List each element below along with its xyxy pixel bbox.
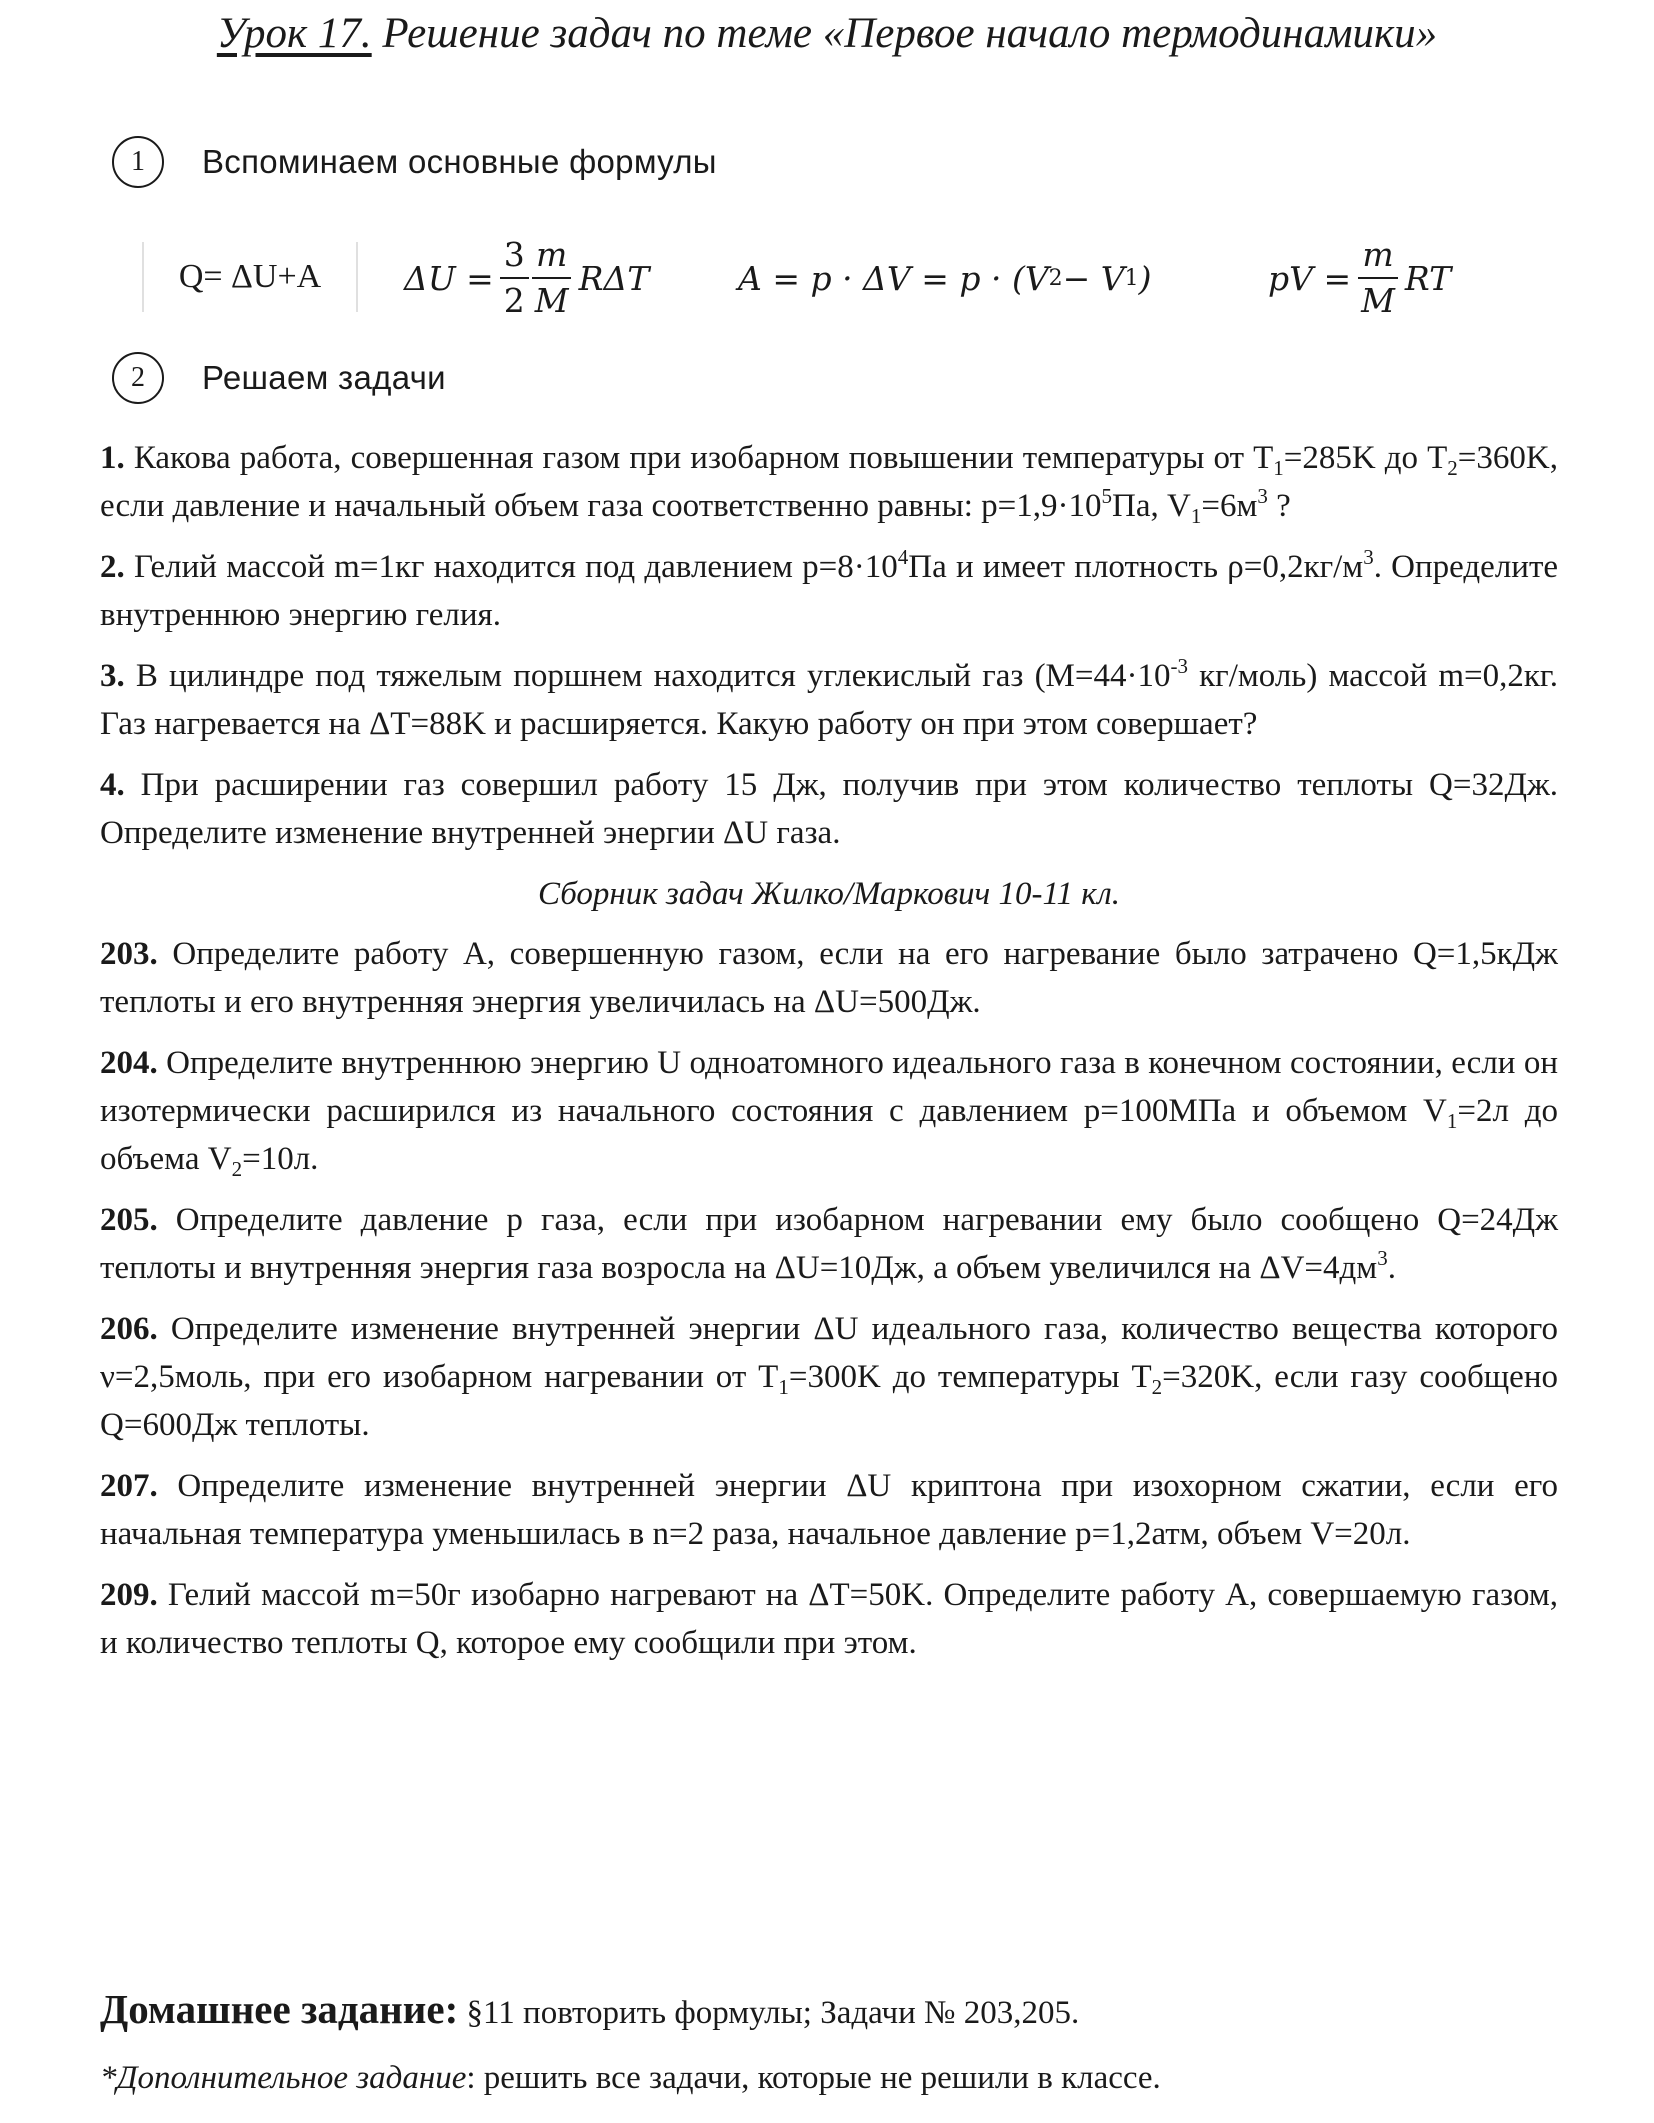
- t2-p4: . Определите внутреннюю энергию гелия.: [100, 549, 1559, 633]
- t204-p3: 2: [231, 1157, 243, 1181]
- t205-p1: 3: [1377, 1246, 1388, 1270]
- t1-p2: =285K до T: [1283, 440, 1448, 476]
- extra-text: : решить все задачи, которые не решили в классе.: [466, 2060, 1161, 2096]
- t204-p1: 1: [1446, 1109, 1458, 1133]
- t1-p9: 3: [1257, 484, 1268, 508]
- t1-p0: Какова работа, совершенная газом при изобарном повышении температуры от T: [124, 440, 1274, 476]
- f3-sub2: 2: [1048, 265, 1063, 291]
- t1-p5: 5: [1101, 484, 1113, 508]
- homework-label: Домашнее задание:: [100, 1986, 459, 2032]
- t3-p2: кг/моль) массой m=0,2кг. Газ нагревается на ΔT=88K и расширяется. Какую работу он при этом совершает?: [100, 658, 1558, 742]
- f4-lhs: pV =: [1268, 258, 1352, 298]
- f3-end: ): [1138, 258, 1152, 298]
- task-3-number: 3.: [100, 658, 125, 694]
- t1-p3: 2: [1447, 456, 1458, 480]
- t205-p2: .: [1387, 1250, 1396, 1286]
- f2-num2: m: [532, 235, 571, 279]
- extra-assignment: [100, 2060, 1161, 2097]
- t204-p4: =10л.: [242, 1141, 319, 1177]
- f2-num1: 3: [500, 235, 529, 279]
- task-1: [100, 434, 1558, 530]
- f2-fraction-m-M: [531, 235, 573, 321]
- step-1-label: Вспоминаем основные формулы: [202, 143, 717, 180]
- task-209-number: 209.: [100, 1577, 158, 1613]
- f2-lhs: ΔU =: [404, 258, 494, 298]
- f4-rhs: RT: [1404, 258, 1452, 298]
- t2-p3: 3: [1363, 545, 1374, 569]
- formula-ideal-gas: [1268, 228, 1451, 328]
- t206-p1: 1: [778, 1375, 789, 1399]
- task-2-number: 2.: [100, 549, 125, 585]
- step-1: [112, 136, 717, 188]
- lesson-number: Урок 17.: [216, 10, 372, 57]
- task-209: [100, 1571, 1558, 1667]
- t206-p0: Определите изменение внутренней энергии ΔU идеального газа, количество вещества которого ν=2,5моль, при его изобарном нагревании от T: [100, 1311, 1558, 1395]
- task-205: [100, 1196, 1558, 1292]
- task-203: [100, 930, 1558, 1026]
- t204-p2: =2л до объема V: [100, 1093, 1558, 1177]
- step-2: [112, 352, 446, 404]
- t207-p0: Определите изменение внутренней энергии ΔU криптона при изохорном сжатии, если его начальная температура уменьшилась в n=2 раза, начальное давление p=1,2атм, объем V=20л.: [100, 1468, 1558, 1552]
- f3-mid: − V: [1062, 258, 1125, 298]
- task-205-number: 205.: [100, 1202, 158, 1238]
- task-206: [100, 1305, 1558, 1449]
- f2-den2: M: [534, 281, 569, 320]
- t3-p1: -3: [1170, 654, 1188, 678]
- task-207: [100, 1462, 1558, 1558]
- page-title: [0, 6, 1654, 62]
- t206-p2: =300K до температуры T: [788, 1359, 1152, 1395]
- extra-label: *Дополнительное задание: [100, 2060, 467, 2096]
- t2-p1: 4: [897, 545, 909, 569]
- t204-p0: Определите внутреннюю энергию U одноатомного идеального газа в конечном состоянии, если он изотермически расширился из начального состояния с давлением p=100МПа и объемом V: [100, 1045, 1558, 1129]
- t2-p2: Па и имеет плотность ρ=0,2кг/м: [908, 549, 1364, 585]
- task-3: [100, 652, 1558, 748]
- step-2-circle: 2: [112, 352, 164, 404]
- homework: [100, 1985, 1079, 2033]
- t1-p4: =360K, если давление и начальный объем газа соответственно равны: p=1,9·10: [100, 440, 1558, 524]
- formula-work: [738, 228, 1152, 328]
- t205-p0: Определите давление p газа, если при изобарном нагревании ему было сообщено Q=24Дж теплоты и внутренняя энергия газа возросла на ΔU=10Дж, а объем увеличился на ΔV=4дм: [100, 1202, 1558, 1286]
- t209-p0: Гелий массой m=50г изобарно нагревают на ΔT=50K. Определите работу A, совершаемую газом, и количество теплоты Q, которое ему сообщили при этом.: [100, 1577, 1558, 1661]
- f4-num: m: [1358, 235, 1397, 279]
- t1-p6: Па, V: [1112, 488, 1191, 524]
- task-4-number: 4.: [100, 767, 125, 803]
- task-2: [100, 543, 1558, 639]
- t206-p3: 2: [1151, 1375, 1163, 1399]
- task-203-number: 203.: [100, 936, 158, 972]
- formula-row: [0, 228, 1654, 328]
- task-206-number: 206.: [100, 1311, 158, 1347]
- t4-p0: При расширении газ совершил работу 15 Дж, получив при этом количество теплоты Q=32Дж. Определите изменение внутренней энергии ΔU газа.: [100, 767, 1558, 851]
- f3-sub1: 1: [1124, 265, 1139, 291]
- task-204-number: 204.: [100, 1045, 158, 1081]
- t1-p1: 1: [1273, 456, 1284, 480]
- t206-p4: =320K, если газу сообщено Q=600Дж теплоты.: [100, 1359, 1558, 1443]
- t2-p0: Гелий массой m=1кг находится под давлением p=8·10: [124, 549, 898, 585]
- f4-fraction: [1357, 235, 1399, 321]
- t203-p0: Определите работу A, совершенную газом, если на его нагревание было затрачено Q=1,5кДж теплоты и его внутренняя энергия увеличилась на ΔU=500Дж.: [100, 936, 1558, 1020]
- task-207-number: 207.: [100, 1468, 158, 1504]
- step-2-label: Решаем задачи: [202, 359, 446, 396]
- formula-first-law: Q= ΔU+A: [142, 242, 358, 312]
- f2-fraction-3-2: [500, 235, 529, 321]
- step-1-circle: 1: [112, 136, 164, 188]
- source-reference: Сборник задач Жилко/Маркович 10-11 кл.: [537, 876, 1121, 912]
- task-1-number: 1.: [100, 440, 125, 476]
- t1-p8: =6м: [1201, 488, 1258, 524]
- lesson-topic: Решение задач по теме «Первое начало термодинамики»: [371, 10, 1438, 57]
- t1-p10: ?: [1267, 488, 1291, 524]
- f2-rhs: RΔT: [578, 258, 650, 298]
- f2-den1: 2: [503, 281, 525, 320]
- f4-den: M: [1361, 281, 1395, 320]
- tasks-section: [100, 434, 1558, 1680]
- homework-text: §11 повторить формулы; Задачи № 203,205.: [458, 1995, 1080, 2031]
- task-204: [100, 1039, 1558, 1183]
- f3-text: A = p · ΔV = p · (V: [738, 258, 1049, 298]
- t1-p7: 1: [1190, 504, 1202, 528]
- task-4: [100, 761, 1558, 857]
- t3-p0: В цилиндре под тяжелым поршнем находится углекислый газ (M=44·10: [124, 658, 1171, 694]
- formula-internal-energy: [404, 228, 649, 328]
